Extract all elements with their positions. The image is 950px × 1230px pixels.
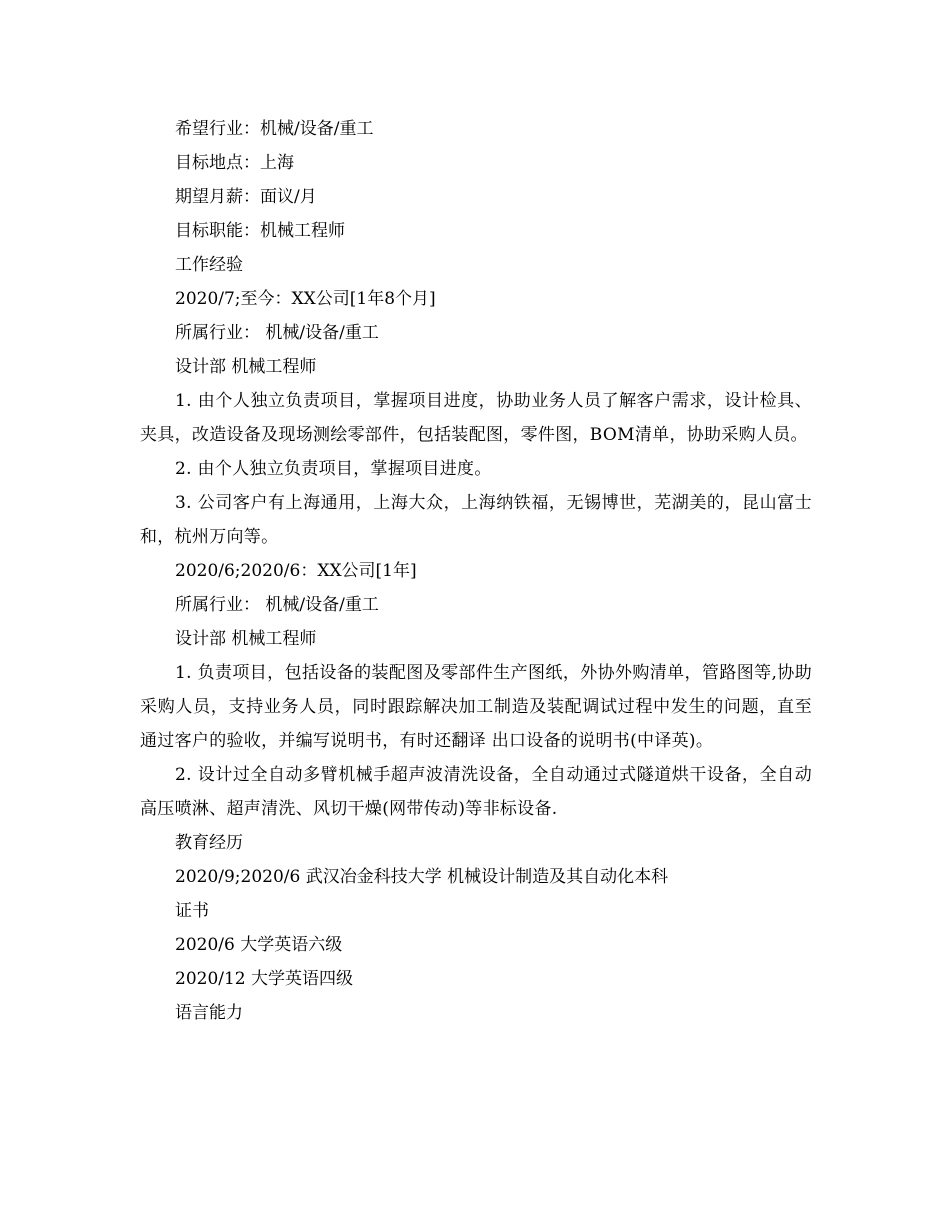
job-position: 设计部 机械工程师 xyxy=(175,357,317,377)
job-industry: 所属行业： 机械/设备/重工 xyxy=(175,323,379,343)
certificate-item: 2020/12 大学英语四级 xyxy=(175,969,354,989)
certificate-item: 2020/6 大学英语六级 xyxy=(175,935,343,955)
job-duty: 1. 负责项目，包括设备的装配图及零部件生产图纸，外协外购清单，管路图等,协助采购人员，支持业务人员，同时跟踪解决加工制造及装配调试过程中发生的问题，直至通过客户的验收，并编写说明书，有时还翻译 出口设备的说明书(中译英)。 xyxy=(140,663,812,751)
job-duty: 2. 设计过全自动多臂机械手超声波清洗设备，全自动通过式隧道烘干设备，全自动高压喷淋、超声清洗、风切干燥(网带传动)等非标设备. xyxy=(140,765,812,819)
certificates-heading: 证书 xyxy=(175,901,209,921)
work-experience-heading: 工作经验 xyxy=(175,255,243,275)
job-period: 2020/6;2020/6：XX公司[1年] xyxy=(175,561,417,581)
target-function: 目标职能：机械工程师 xyxy=(175,221,345,241)
education-heading: 教育经历 xyxy=(175,833,243,853)
desired-industry: 希望行业：机械/设备/重工 xyxy=(175,119,374,139)
education-entry: 2020/9;2020/6 武汉冶金科技大学 机械设计制造及其自动化本科 xyxy=(175,867,669,887)
job-duty: 3. 公司客户有上海通用，上海大众，上海纳铁福，无锡博世，芜湖美的，昆山富士和，杭州万向等。 xyxy=(140,493,812,547)
job-duty: 2. 由个人独立负责项目，掌握项目进度。 xyxy=(175,459,492,479)
job-entry xyxy=(140,554,812,826)
language-heading: 语言能力 xyxy=(175,1003,243,1023)
job-industry: 所属行业： 机械/设备/重工 xyxy=(175,595,379,615)
job-duty: 1. 由个人独立负责项目，掌握项目进度，协助业务人员了解客户需求，设计检具、夹具，改造设备及现场测绘零部件，包括装配图，零件图，BOM清单，协助采购人员。 xyxy=(140,391,812,445)
job-period: 2020/7;至今：XX公司[1年8个月] xyxy=(175,289,436,309)
target-location: 目标地点：上海 xyxy=(175,153,294,173)
expected-salary: 期望月薪：面议/月 xyxy=(175,187,317,207)
resume-content xyxy=(140,112,812,1030)
job-position: 设计部 机械工程师 xyxy=(175,629,317,649)
job-entry xyxy=(140,282,812,554)
